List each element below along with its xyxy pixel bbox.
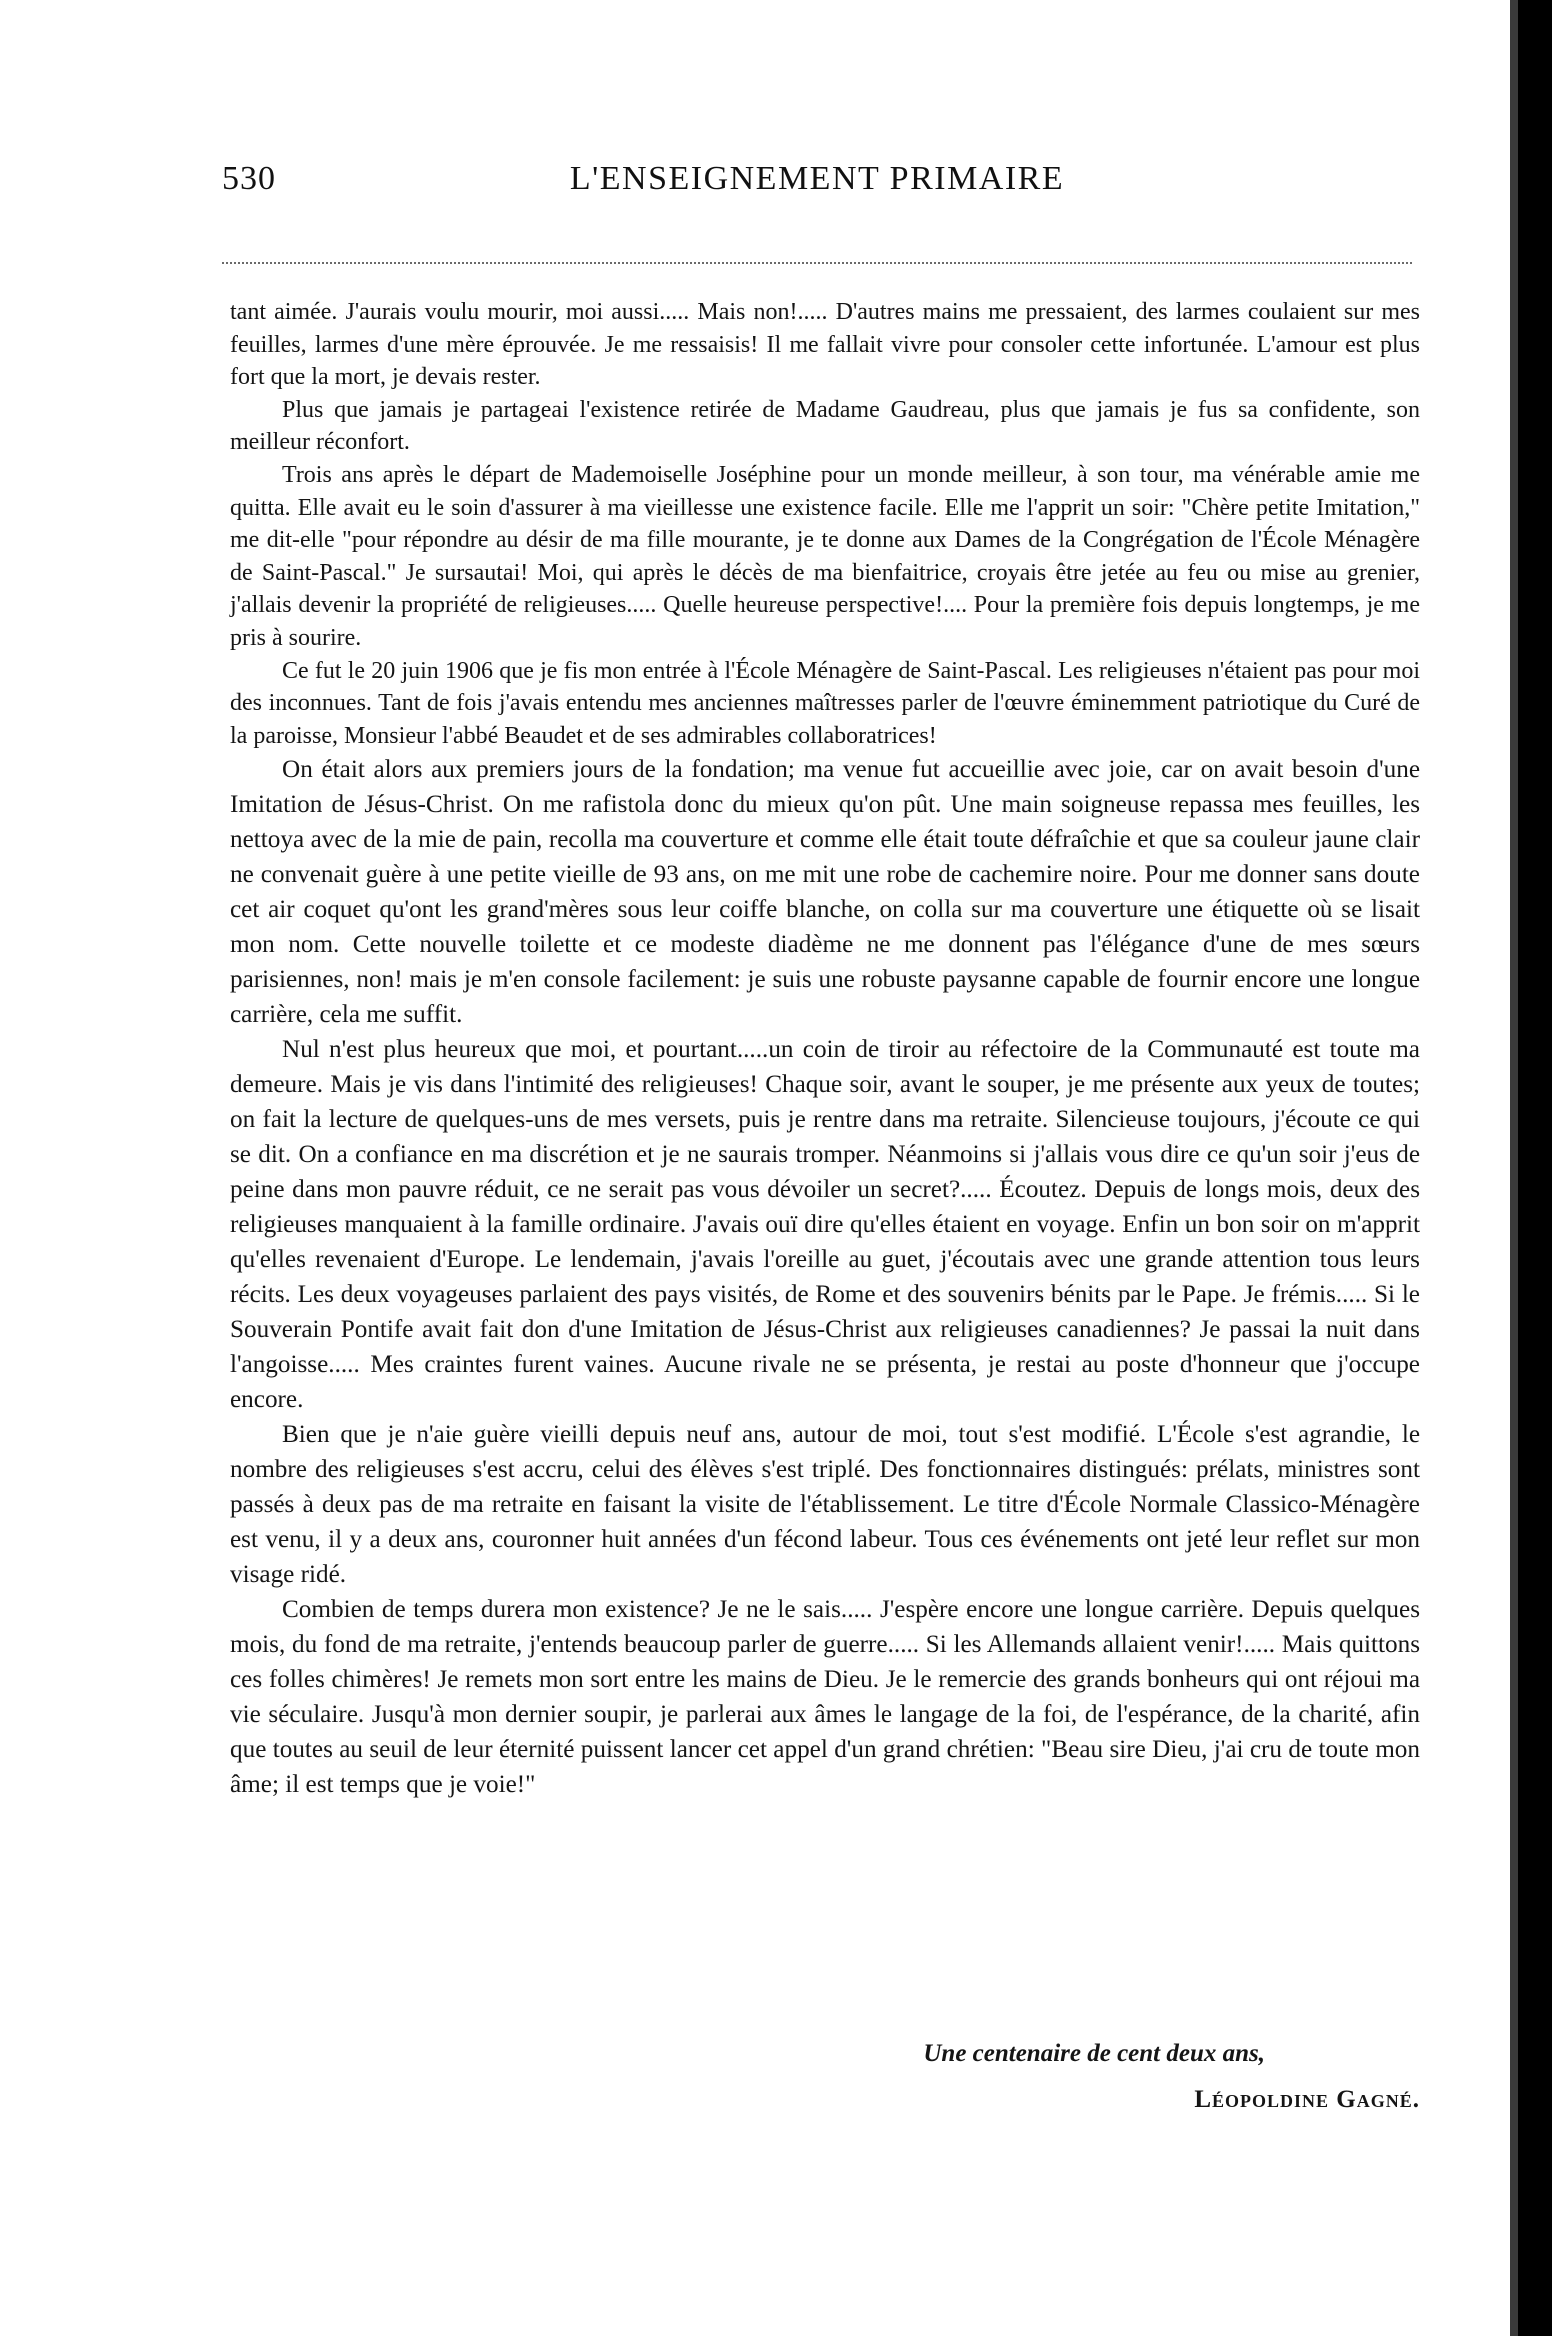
- paragraph: tant aimée. J'aurais voulu mourir, moi aussi..... Mais non!..... D'autres mains me pressaient, des larmes coulaient sur mes feuilles, larmes d'une mère éprouvée. Je me ressaisis! Il me fallait vivre pour consoler cette infortunée. L'amour est plus fort que la mort, je devais rester.: [230, 299, 1420, 391]
- paragraph: Ce fut le 20 juin 1906 que je fis mon entrée à l'École Ménagère de Saint-Pascal. Les religieuses n'étaient pas pour moi des inconnues. Tant de fois j'avais entendu mes anciennes maîtresses parler de l'œuvre éminemment patriotique du Curé de la paroisse, Monsieur l'abbé Beaudet et de ses admirables collaboratrices!: [230, 657, 1420, 749]
- paragraph: Combien de temps durera mon existence? Je ne le sais..... J'espère encore une longue carrière. Depuis quelques mois, du fond de ma retraite, j'entends beaucoup parler de guerre..... Si les Allemands allaient venir!..... Mais quittons ces folles chimères! Je remets mon sort entre les mains de Dieu. Je le remercie des grands bonheurs qui ont réjoui ma vie séculaire. Jusqu'à mon dernier soupir, je parlerai aux âmes le langage de la foi, de l'espérance, de la charité, afin que toutes au seuil de leur éternité puissent lancer cet appel d'un grand chrétien: "Beau sire Dieu, j'ai cru de toute mon âme; il est temps que je voie!": [230, 1596, 1420, 1799]
- paragraph: Nul n'est plus heureux que moi, et pourtant.....un coin de tiroir au réfectoire de la Communauté est toute ma demeure. Mais je vis dans l'intimité des religieuses! Chaque soir, avant le souper, je me présente aux yeux de toutes; on fait la lecture de quelques-uns de mes versets, puis je rentre dans ma retraite. Silencieuse toujours, j'écoute ce qui se dit. On a confiance en ma discrétion et je ne saurais tromper. Néanmoins si j'allais vous dire ce qu'un soir j'eus de peine dans mon pauvre réduit, ce ne serait pas vous dévoiler un secret?..... Écoutez. Depuis de longs mois, deux des religieuses manquaient à la famille ordinaire. J'avais ouï dire qu'elles étaient en voyage. Enfin un bon soir on m'apprit qu'elles revenaient d'Europe. Le lendemain, j'avais l'oreille au guet, j'écoutais avec une grande attention tous leurs récits. Les deux voyageuses parlaient des pays visités, de Rome et des souvenirs bénits par le Pape. Je frémis..... Si le Souverain Pontife avait fait don d'une Imitation de Jésus-Christ aux religieuses canadiennes? Je passai la nuit dans l'angoisse..... Mes craintes furent vaines. Aucune rivale ne se présenta, je restai au poste d'honneur que j'occupe encore.: [230, 1036, 1420, 1414]
- header-rule: [222, 262, 1412, 264]
- paragraph: Trois ans après le départ de Mademoiselle Joséphine pour un monde meilleur, à son tour, ma vénérable amie me quitta. Elle avait eu le soin d'assurer à ma vieillesse une existence facile. Elle me l'apprit un soir: "Chère petite Imitation," me dit-elle "pour répondre au désir de ma fille mourante, je te donne aux Dames de la Congrégation de l'École Ménagère de Saint-Pascal." Je sursautai! Moi, qui après le décès de ma bienfaitrice, croyais être jetée au feu ou mise au grenier, j'allais devenir la propriété de religieuses..... Quelle heureuse perspective!.... Pour la première fois depuis longtemps, je me pris à sourire.: [230, 461, 1420, 651]
- paragraph: On était alors aux premiers jours de la fondation; ma venue fut accueillie avec joie, car on avait besoin d'une Imitation de Jésus-Christ. On me rafistola donc du mieux qu'on pût. Une main soigneuse repassa mes feuilles, les nettoya avec de la mie de pain, recolla ma couverture et comme elle était toute défraîchie et que sa couleur jaune clair ne convenait guère à une petite vieille de 93 ans, on me mit une robe de cachemire noire. Pour me donner sans doute cet air coquet qu'ont les grand'mères sous leur coiffe blanche, on colla sur ma couverture une étiquette où se lisait mon nom. Cette nouvelle toilette et ce modeste diadème ne me donnent pas l'élégance d'une de mes sœurs parisiennes, non! mais je m'en console facilement: je suis une robuste paysanne capable de fournir encore une longue carrière, cela me suffit.: [230, 756, 1420, 1029]
- page-header: [222, 160, 1412, 210]
- signature-name: Léopoldine Gagné.: [1194, 2086, 1420, 2113]
- paragraph: Plus que jamais je partageai l'existence retirée de Madame Gaudreau, plus que jamais je fus sa confidente, son meilleur réconfort.: [230, 396, 1420, 456]
- paragraph: Bien que je n'aie guère vieilli depuis neuf ans, autour de moi, tout s'est modifié. L'École s'est agrandie, le nombre des religieuses s'est accru, celui des élèves s'est triplé. Des fonctionnaires distingués: prélats, ministres sont passés à deux pas de ma retraite en faisant la visite de l'établissement. Le titre d'École Normale Classico-Ménagère est venu, il y a deux ans, couronner huit années d'un fécond labeur. Tous ces événements ont jeté leur reflet sur mon visage ridé.: [230, 1421, 1420, 1589]
- signature-description: Une centenaire de cent deux ans,: [923, 2040, 1265, 2067]
- running-title: L'ENSEIGNEMENT PRIMAIRE: [569, 160, 1065, 197]
- page-edge: [1510, 0, 1518, 2336]
- page-number: 530: [222, 160, 276, 197]
- article-body: [230, 296, 1420, 1802]
